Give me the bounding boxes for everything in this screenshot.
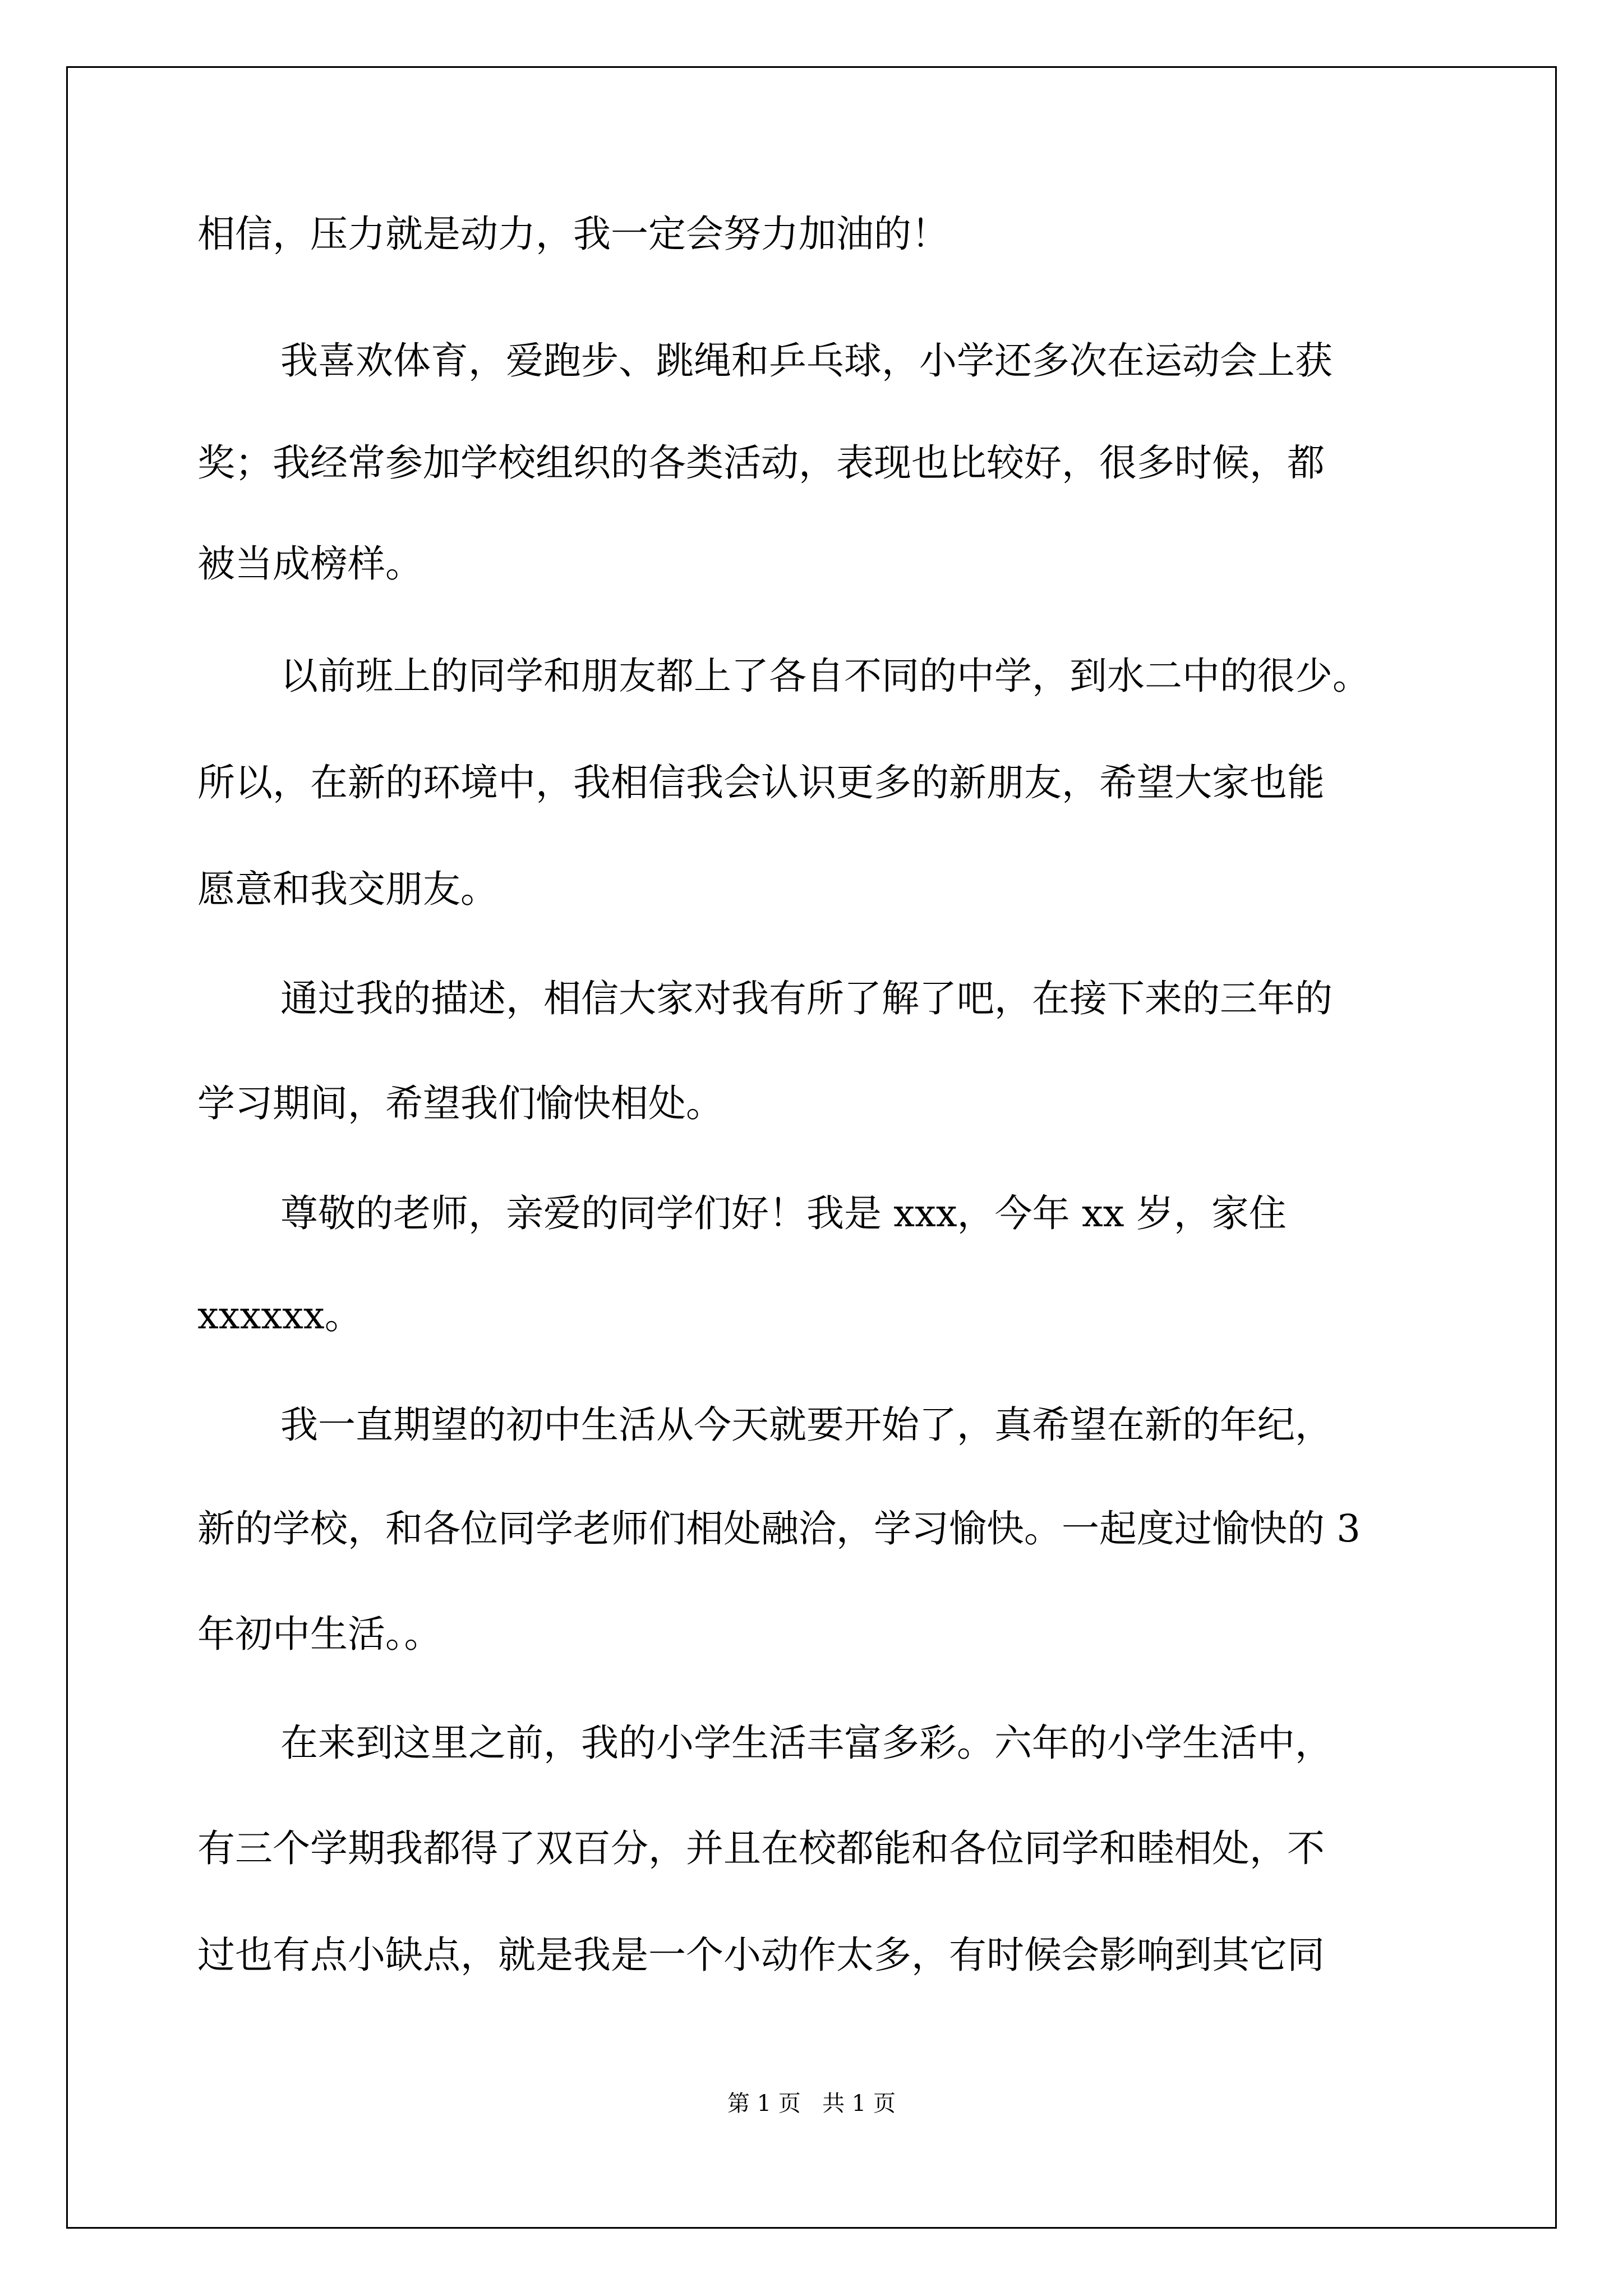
page-number-footer: 第 1 页 共 1 页 xyxy=(727,2091,896,2116)
text-line: 相信，压力就是动力，我一定会努力加油的！ xyxy=(197,212,949,256)
text-line: 学习期间，希望我们愉快相处。 xyxy=(197,1082,723,1125)
text-line: 年初中生活。。 xyxy=(197,1612,442,1656)
text-line: 新的学校，和各位同学老师们相处融洽，学习愉快。一起度过愉快的 3 xyxy=(197,1507,1361,1550)
text-line: 通过我的描述，相信大家对我有所了解了吧，在接下来的三年的 xyxy=(280,977,1332,1020)
text-line: 在来到这里之前，我的小学生活丰富多彩。六年的小学生活中， xyxy=(280,1721,1332,1765)
text-line: 我一直期望的初中生活从今天就要开始了，真希望在新的年纪， xyxy=(280,1403,1332,1447)
text-line: 过也有点小缺点，就是我是一个小动作太多，有时候会影响到其它同 xyxy=(197,1933,1325,1977)
text-line: 以前班上的同学和朋友都上了各自不同的中学，到水二中的很少。 xyxy=(280,654,1370,698)
text-line: 所以，在新的环境中，我相信我会认识更多的新朋友，希望大家也能 xyxy=(197,761,1325,804)
text-line: 有三个学期我都得了双百分，并且在校都能和各位同学和睦相处，不 xyxy=(197,1826,1325,1870)
page-border xyxy=(66,66,1557,2229)
text-line: 尊敬的老师，亲爱的同学们好！我是 xxx，今年 xx 岁，家住 xyxy=(280,1191,1287,1235)
text-line: 被当成榜样。 xyxy=(197,542,423,586)
text-line: 奖；我经常参加学校组织的各类活动，表现也比较好，很多时候，都 xyxy=(197,441,1325,485)
text-line: xxxxxx。 xyxy=(197,1294,362,1337)
text-line: 我喜欢体育，爱跑步、跳绳和乒乓球，小学还多次在运动会上获 xyxy=(280,339,1332,383)
text-line: 愿意和我交朋友。 xyxy=(197,867,498,911)
